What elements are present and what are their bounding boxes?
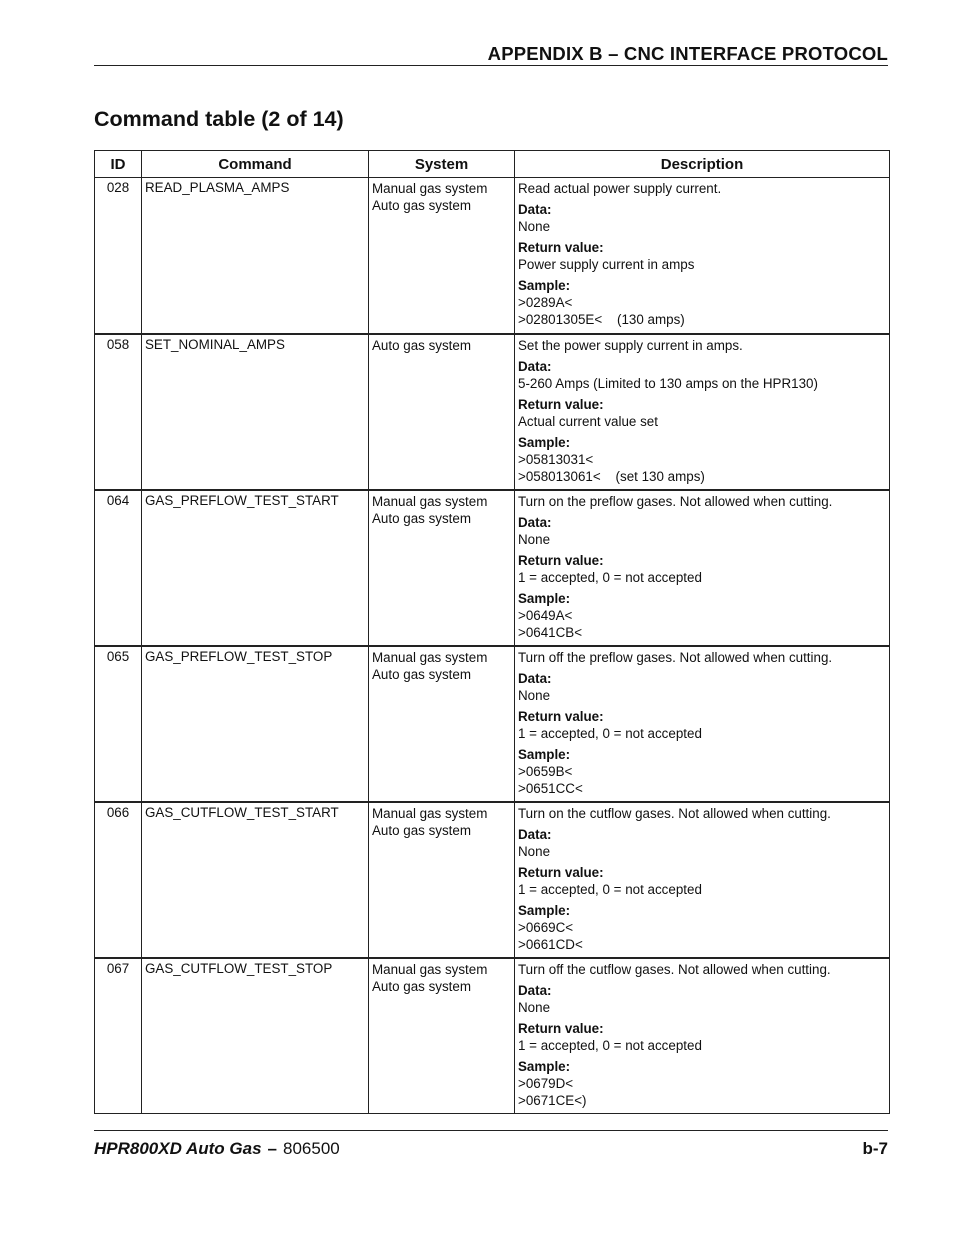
table-body (95, 178, 890, 1114)
sample-line: >0679D< (518, 1075, 574, 1091)
sample-line: >0651CC< (518, 780, 583, 796)
table-row (95, 178, 890, 334)
sample-values (518, 451, 889, 485)
return-line: 1 = accepted, 0 = not accepted (518, 569, 702, 585)
description-text: Turn on the cutflow gases. Not allowed when cutting. (518, 805, 831, 821)
sample-values (518, 294, 889, 328)
sample-values (518, 607, 889, 641)
data-heading: Data: (518, 358, 552, 374)
data-line: None (518, 999, 551, 1015)
cell-command: GAS_PREFLOW_TEST_STOP (142, 646, 369, 802)
cell-system (369, 802, 515, 958)
cell-system (369, 178, 515, 334)
system-line: Manual gas system (372, 961, 488, 977)
data-line: None (518, 843, 551, 859)
system-line: Manual gas system (372, 181, 488, 196)
footer-model: HPR800XD Auto Gas (94, 1139, 262, 1158)
data-values (518, 843, 889, 860)
return-values (518, 413, 889, 430)
sample-line: >0641CB< (518, 624, 583, 640)
cell-command: GAS_CUTFLOW_TEST_STOP (142, 958, 369, 1114)
footer-dash: – (267, 1139, 277, 1158)
description-text: Turn on the preflow gases. Not allowed when cutting. (518, 493, 833, 509)
cell-system (369, 646, 515, 802)
cell-command: READ_PLASMA_AMPS (142, 178, 369, 334)
table-row (95, 802, 890, 958)
data-heading: Data: (518, 670, 552, 686)
system-line: Manual gas system (372, 805, 488, 821)
sample-line: >05813031< (518, 451, 594, 467)
cell-id: 058 (95, 334, 142, 490)
system-line: Auto gas system (372, 978, 471, 994)
return-values (518, 1037, 889, 1054)
table-header-row (95, 151, 890, 178)
return-line: 1 = accepted, 0 = not accepted (518, 881, 702, 897)
sample-values (518, 919, 889, 953)
return-line: Actual current value set (518, 413, 658, 429)
sample-line: >0671CE<) (518, 1092, 587, 1108)
return-value-heading: Return value: (518, 1020, 604, 1036)
sample-values (518, 1075, 889, 1109)
cell-command: SET_NOMINAL_AMPS (142, 334, 369, 490)
sample-line: >0669C< (518, 919, 574, 935)
page-title: Command table (2 of 14) (94, 107, 344, 131)
data-line: 5-260 Amps (Limited to 130 amps on the HPR130) (518, 375, 818, 391)
sample-line: >058013061< (set 130 amps) (518, 468, 705, 484)
header-divider (94, 65, 888, 66)
data-heading: Data: (518, 826, 552, 842)
system-line: Auto gas system (372, 822, 471, 838)
sample-line: >0649A< (518, 607, 573, 623)
cell-id: 064 (95, 490, 142, 646)
command-table (94, 150, 890, 1114)
column-header-command: Command (142, 151, 369, 178)
system-line: Auto gas system (372, 666, 471, 682)
description-text: Read actual power supply current. (518, 181, 722, 196)
return-line: 1 = accepted, 0 = not accepted (518, 725, 702, 741)
cell-description (515, 178, 890, 334)
cell-system (369, 334, 515, 490)
sample-heading: Sample: (518, 590, 571, 606)
cell-command: GAS_PREFLOW_TEST_START (142, 490, 369, 646)
data-heading: Data: (518, 514, 552, 530)
system-line: Auto gas system (372, 337, 471, 353)
system-line: Manual gas system (372, 649, 488, 665)
data-line: None (518, 687, 551, 703)
sample-line: >02801305E< (130 amps) (518, 312, 685, 327)
cell-command: GAS_CUTFLOW_TEST_START (142, 802, 369, 958)
data-heading: Data: (518, 982, 552, 998)
table-row (95, 958, 890, 1114)
return-values (518, 725, 889, 742)
cell-id: 028 (95, 178, 142, 334)
description-text: Set the power supply current in amps. (518, 337, 743, 353)
cell-description (515, 802, 890, 958)
return-value-heading: Return value: (518, 864, 604, 880)
header-title: APPENDIX B – CNC INTERFACE PROTOCOL (487, 43, 888, 64)
cell-id: 065 (95, 646, 142, 802)
sample-heading: Sample: (518, 902, 571, 918)
cell-description (515, 646, 890, 802)
system-line: Auto gas system (372, 510, 471, 526)
return-values (518, 569, 889, 586)
sample-heading: Sample: (518, 1058, 571, 1074)
cell-id: 067 (95, 958, 142, 1114)
cell-description (515, 958, 890, 1114)
column-header-description: Description (515, 151, 890, 178)
data-values (518, 687, 889, 704)
return-line: 1 = accepted, 0 = not accepted (518, 1037, 702, 1053)
return-value-heading: Return value: (518, 708, 604, 724)
data-line: None (518, 219, 551, 234)
sample-heading: Sample: (518, 746, 571, 762)
sample-line: >0661CD< (518, 936, 583, 952)
sample-heading: Sample: (518, 278, 571, 293)
cell-id: 066 (95, 802, 142, 958)
table-row (95, 646, 890, 802)
footer-part-number: 806500 (283, 1139, 340, 1158)
data-values (518, 218, 889, 235)
description-text: Turn off the cutflow gases. Not allowed when cutting. (518, 961, 831, 977)
system-line: Auto gas system (372, 198, 471, 213)
sample-line: >0659B< (518, 763, 573, 779)
return-value-heading: Return value: (518, 396, 604, 412)
description-text: Turn off the preflow gases. Not allowed when cutting. (518, 649, 833, 665)
return-values (518, 256, 889, 273)
cell-system (369, 958, 515, 1114)
return-line: Power supply current in amps (518, 257, 695, 272)
cell-system (369, 490, 515, 646)
return-value-heading: Return value: (518, 240, 604, 255)
footer-document-id (94, 1139, 340, 1159)
table-row (95, 490, 890, 646)
return-values (518, 881, 889, 898)
table-row (95, 334, 890, 490)
sample-heading: Sample: (518, 434, 571, 450)
page-number: b-7 (862, 1139, 888, 1158)
data-line: None (518, 531, 551, 547)
data-values (518, 531, 889, 548)
data-values (518, 999, 889, 1016)
cell-description (515, 490, 890, 646)
footer-divider (94, 1130, 888, 1131)
sample-values (518, 763, 889, 797)
cell-description (515, 334, 890, 490)
system-line: Manual gas system (372, 493, 488, 509)
sample-line: >0289A< (518, 295, 573, 310)
column-header-id: ID (95, 151, 142, 178)
column-header-system: System (369, 151, 515, 178)
data-values (518, 375, 889, 392)
return-value-heading: Return value: (518, 552, 604, 568)
data-heading: Data: (518, 202, 552, 217)
